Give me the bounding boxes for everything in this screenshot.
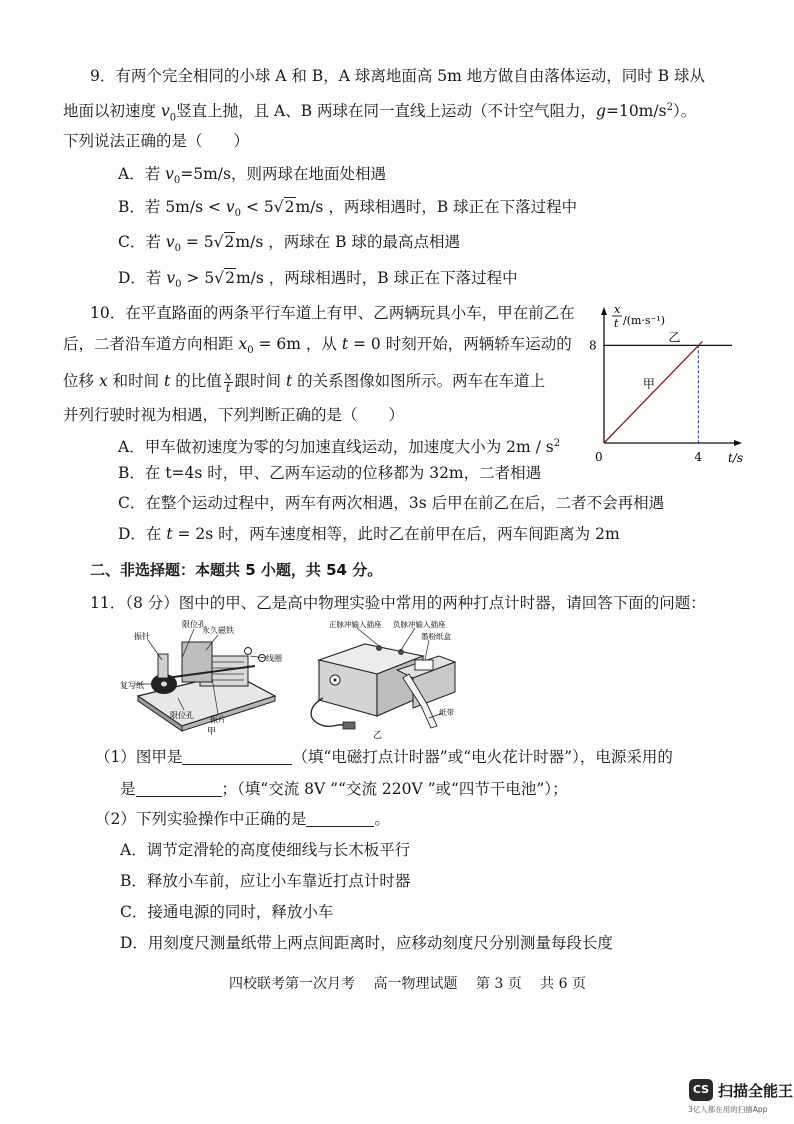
var-v: v [160,102,170,121]
sub: 0 [174,243,181,255]
text: （填“电磁打点计时器”或“电火花计时器”），电源采用的 [292,748,673,766]
toner-box [415,660,433,670]
q11-option-b: B．释放小车前，应让小车靠近打点计时器 [120,872,411,890]
q10-stem-line2 [63,333,572,362]
page-footer: 四校联考第一次月考 高一物理试题 第 3 页 共 6 页 [229,976,586,992]
leader [401,628,415,650]
label-positive-socket: 正脉冲输入插座 [329,620,382,629]
text: 的关系图像如图所示。两车在车道上 [292,372,546,390]
chart-marks-group [589,330,732,464]
q9-option-a [118,163,386,192]
y-label-num: x [614,303,621,316]
leader [148,640,162,660]
y-label-unit: /(m·s⁻¹) [623,314,666,327]
text: = 5 [180,233,214,251]
label-xianweikong-bot: 限位孔 [170,711,194,720]
var-g: g [596,102,606,121]
label-toner-box: 墨粉纸盒 [421,632,451,641]
sub: 0 [175,279,182,291]
text: =10m/s [605,102,667,121]
text: 竖直上抛，且 A、B 两球在同一直线上运动（不计空气阻力， [176,102,597,121]
y-label-den: t [614,317,619,330]
q10-option-b: B．在 t=4s 时，甲、乙两车运动的位移都为 32m，二者相遇 [118,464,542,482]
q11-option-d: D．用刻度尺测量纸带上两点间距离时，应移动刻度尺分别测量每段长度 [120,934,613,952]
q11-option-a: A．调节定滑轮的高度使细线与长木板平行 [120,841,411,859]
label-negative-socket: 负脉冲输入插座 [393,620,446,629]
terminal [245,648,252,655]
q10-stem-line1: 10．在平直路面的两条平行车道上有甲、乙两辆玩具小车，甲在前乙在 [90,304,575,322]
var-x: x [238,335,248,353]
text: < 5 [241,198,274,216]
scanner-app-title: 扫描全能王 [718,1082,794,1100]
text: C．若 [118,233,166,251]
text: 和时间 [107,372,165,390]
y-tick-label: 8 [589,338,597,353]
section2-title: 二、非选择题：本题共 5 小题，共 54 分。 [90,561,383,579]
answer-blank-3[interactable] [306,810,374,827]
text: A．甲车做初速度为零的匀加速直线运动，加速度大小为 2m / s [118,438,554,457]
text: 地面以初速度 [63,102,161,121]
figure-spark-timer [305,618,465,740]
q10-xt-graph [585,300,765,470]
origin-label: 0 [595,450,603,464]
text: ；（填“交流 8V ”“交流 220V ”或“四节干电池”）； [221,780,568,798]
text: > 5 [181,269,215,287]
q10-stem-line4: 并列行驶时视为相遇，下列判断正确的是（ ） [63,406,405,424]
frac-den: t [225,380,231,395]
q9-option-d [118,267,518,296]
scanner-app-subtitle: 3亿人都在用的扫描App [688,1105,768,1114]
leader [357,628,379,646]
fraction [224,368,233,395]
x-axis-arrow [734,440,742,446]
q10-option-a [118,433,560,458]
sub: 0 [247,345,254,357]
text: （2）下列实验操作中正确的是 [95,810,307,828]
text: = 2s 时，两车速度相等，此时乙在前甲在后，两车间距离为 2m [172,525,620,543]
var-v: v [225,198,235,216]
var-t: t [164,372,171,390]
series-yi-label: 乙 [668,330,681,345]
q11-part2 [95,808,390,830]
series-jia-label: 甲 [642,376,655,391]
q9-option-c [118,231,460,260]
answer-blank-2[interactable] [136,780,222,797]
label-zhenzhen: 振针 [134,632,150,641]
q11-part1-line1 [95,746,673,768]
text: 位移 [63,372,99,390]
text: m/s ，两球相遇时，B 球正在下落过程中 [235,269,518,287]
figure-electromagnetic-timer [120,618,290,736]
q11-part1-line2 [120,778,568,800]
sup: 2 [553,438,561,449]
frac-num: x [224,368,232,383]
caption-yi: 乙 [373,731,383,740]
sqrt-sign: √ [213,233,224,251]
text: （1）图甲是 [95,748,183,766]
q10-stem-line3 [63,370,545,394]
sub: 0 [169,112,177,124]
text: 跟时间 [234,372,286,390]
text: =5m/s，则两球在地面处相遇 [180,165,386,183]
radicand: 2 [224,233,235,251]
plug [343,722,355,729]
label-xianquan: 线圈 [266,654,282,663]
y-axis-arrow [601,307,607,315]
var-v: v [166,269,176,287]
text: 的比值 [170,372,222,390]
leader [425,640,429,660]
sub: 0 [234,208,242,220]
chart-axes-group [595,303,743,465]
answer-blank-1[interactable] [182,748,292,765]
q9-stem-line3: 下列说法正确的是（ ） [63,132,250,150]
scanner-logo-icon: CS [689,1079,713,1101]
radicand: 2 [225,269,235,287]
text: 。 [374,810,390,828]
text: 是 [120,780,136,798]
label-paper-tape: 纸带 [439,708,454,717]
sqrt-sign: √ [214,269,225,287]
var-t: t [166,525,173,543]
text: D．在 [118,525,167,543]
text: B．若 5m/s < [118,198,226,216]
var-x: x [98,372,108,390]
front-knob-dot [334,679,337,682]
text: m/s ，两球相遇时，B 球正在下落过程中 [295,198,578,216]
text: A．若 [118,165,166,183]
needle-post [158,654,168,678]
text: D．若 [118,269,167,287]
label-cidie: 永久磁铁 [202,626,234,635]
caption-jia: 甲 [207,727,217,736]
var-v: v [165,233,175,251]
carbon-disk-hub [161,682,167,687]
sub: 0 [173,175,181,187]
var-t: t [285,372,293,390]
q9-option-b [118,196,577,225]
q10-option-d [118,523,620,545]
q9-stem-line2 [63,97,696,129]
q9-stem-line1: 9．有两个完全相同的小球 A 和 B，A 球离地面高 5m 地方做自由落体运动，同时 B 球从 [90,67,706,85]
q11-stem: 11．（8 分）图中的甲、乙是高中物理实验中常用的两种打点计时器，请回答下面的问题： [90,594,706,612]
text: = 0 时刻开始，两辆轿车运动的 [348,335,572,353]
label-xianweikong-top: 限位孔 [182,620,206,629]
var-t: t [341,335,349,353]
label-fuxiezhi: 复写纸 [120,681,144,690]
text: = 6m ，从 [253,335,342,353]
q10-option-c: C．在整个运动过程中，两车有两次相遇，3s 后甲在前乙在后，二者不会再相遇 [118,494,665,512]
text: ）。 [672,102,697,121]
sup: 2 [666,102,673,113]
x-label: t/s [728,451,744,465]
q11-option-c: C．接通电源的同时，释放小车 [120,903,334,921]
radicand: 2 [284,198,295,216]
series-jia-line [604,341,702,443]
sqrt-sign: √ [273,198,284,216]
text: 后，二者沿车道方向相距 [63,335,239,353]
x-tick-label: 4 [694,450,703,464]
label-zhenpian: 振片 [210,715,226,724]
text: m/s ，两球在 B 球的最高点相遇 [235,233,460,251]
var-v: v [165,165,174,183]
